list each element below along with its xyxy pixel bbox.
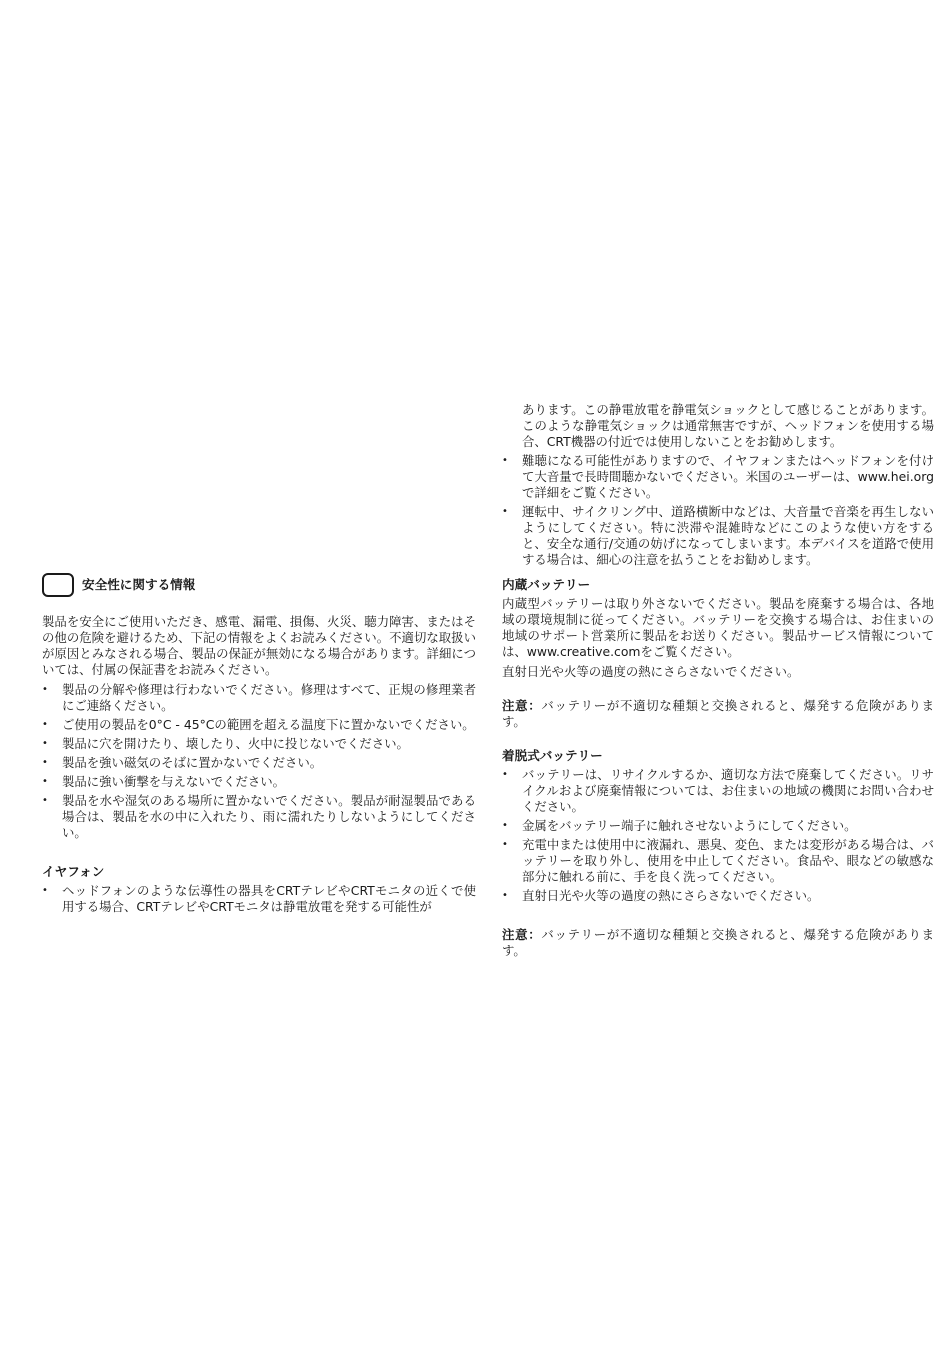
- list-item: • バッテリーは、リサイクルするか、適切な方法で廃棄してください。リサイクルおよび廃棄情報については、お住まいの地域の機関にお問い合わせください。: [502, 767, 934, 815]
- safety-list: [42, 682, 476, 841]
- list-item: • 直射日光や火等の過度の熱にさらさないでください。: [502, 888, 934, 904]
- earphone-list-continued: [502, 402, 934, 568]
- builtin-battery-heat: 直射日光や火等の過度の熱にさらさないでください。: [502, 664, 800, 679]
- list-item: • ヘッドフォンのような伝導性の器具をCRTテレビやCRTモニタの近くで使用する場合、CRTテレビやCRTモニタは静電放電を発する可能性が: [42, 883, 476, 915]
- list-item: • 運転中、サイクリング中、道路横断中などは、大音量で音楽を再生しないようにしてください。特に渋滞や混雑時などにこのような使い方をすると、安全な通行/交通の妨げになってしまいます。本デバイスを道路で使用する場合は、細心の注意を払うことをお勧めします。: [502, 504, 934, 568]
- builtin-battery-note: [502, 698, 934, 730]
- list-item: • 金属をバッテリー端子に触れさせないようにしてください。: [502, 818, 934, 834]
- builtin-battery-heading: 内蔵バッテリー: [502, 577, 591, 592]
- list-item: • ご使用の製品を0°C - 45°Cの範囲を超える温度下に置かないでください。: [42, 717, 476, 733]
- list-item: • 製品に穴を開けたり、壊したり、火中に投じないでください。: [42, 736, 476, 752]
- safety-intro: 製品を安全にご使用いただき、感電、漏電、損傷、火災、聴力障害、またはその他の危険を避けるため、下記の情報をよくお読みください。不適切な取扱いが原因とみなされる場合、製品の保証が無効になる場合があります。詳細については、付属の保証書をお読みください。: [42, 614, 476, 677]
- list-item: • 製品を水や湿気のある場所に置かないでください。製品が耐湿製品である場合は、製品を水の中に入れたり、雨に濡れたりしないようにしてください。: [42, 793, 476, 841]
- removable-battery-list: [502, 767, 934, 904]
- language-tab-icon: [42, 573, 74, 597]
- list-item: • 充電中または使用中に液漏れ、悪臭、変色、または変形がある場合は、バッテリーを取り外し、使用を中止してください。食品や、眼などの敏感な部分に触れる前に、手を良く洗ってください。: [502, 837, 934, 885]
- note-text: バッテリーが不適切な種類と交換されると、爆発する危険があります。: [502, 927, 935, 958]
- list-item: • 製品の分解や修理は行わないでください。修理はすべて、正規の修理業者にご連絡ください。: [42, 682, 476, 714]
- list-item: • 難聴になる可能性がありますので、イヤフォンまたはヘッドフォンを付けて大音量で長時間聴かないでください。米国のユーザーは、www.hei.orgで詳細をご覧ください。: [502, 453, 934, 501]
- builtin-battery-text: 内蔵型バッテリーは取り外さないでください。製品を廃棄する場合は、各地域の環境規制に従ってください。バッテリーを交換する場合は、お住まいの地域のサポート営業所に製品をお送りください。製品サービス情報については、www.creative.comをご覧ください。: [502, 596, 934, 659]
- right-column: [502, 402, 934, 963]
- list-item-continued: あります。この静電放電を静電気ショックとして感じることがあります。このような静電気ショックは通常無害ですが、ヘッドフォンを使用する場合、CRT機器の付近では使用しないことをお勧めします。: [522, 402, 934, 449]
- earphone-heading: イヤフォン: [42, 864, 105, 879]
- section-title-row: [42, 570, 476, 600]
- earphone-list: [42, 883, 476, 915]
- removable-battery-heading: 着脱式バッテリー: [502, 748, 603, 763]
- note-text: バッテリーが不適切な種類と交換されると、爆発する危険があります。: [502, 698, 935, 729]
- left-column: [42, 570, 476, 918]
- list-item: • 製品に強い衝撃を与えないでください。: [42, 774, 476, 790]
- note-label: 注意：: [502, 927, 542, 942]
- list-item: • 製品を強い磁気のそばに置かないでください。: [42, 755, 476, 771]
- section-title: 安全性に関する情報: [82, 577, 196, 592]
- note-label: 注意：: [502, 698, 542, 713]
- removable-battery-note: [502, 927, 934, 959]
